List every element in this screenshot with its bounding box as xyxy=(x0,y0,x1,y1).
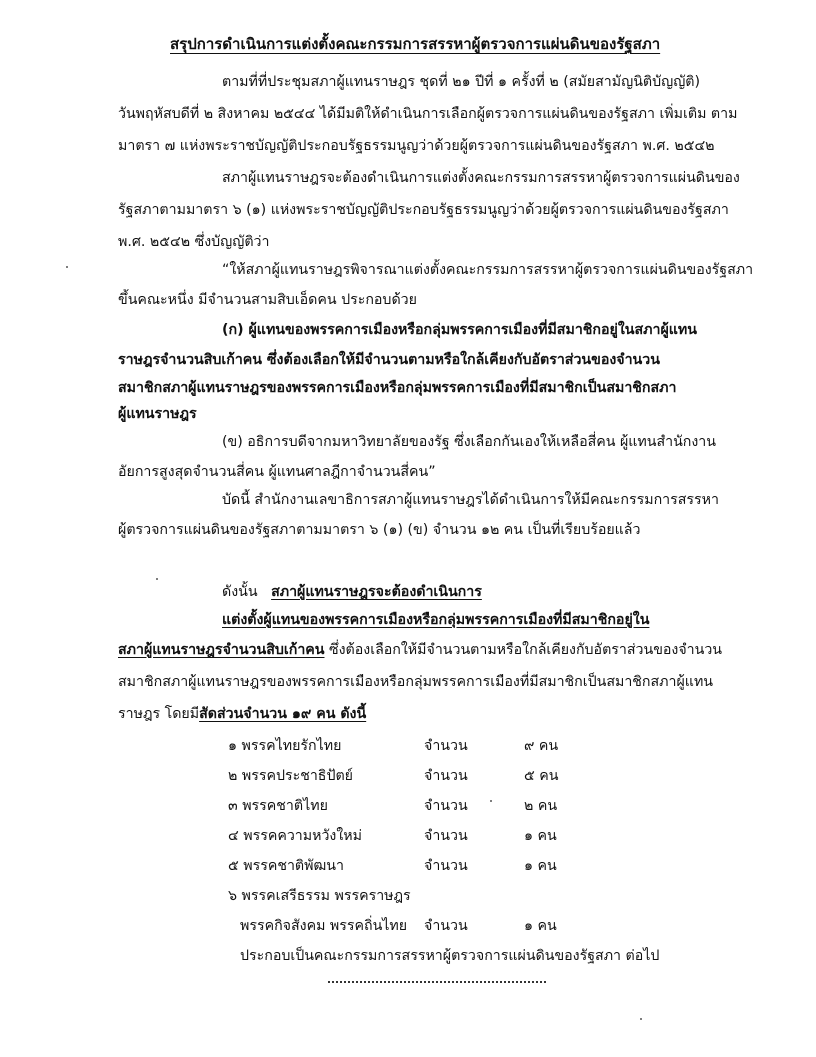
party-2-label: จำนวน xyxy=(424,768,468,784)
para3-line2: ผู้ตรวจการแผ่นดินของรัฐสภาตามมาตรา ๖ (๑) (ข) จำนวน ๑๒ คน เป็นที่เรียบร้อยแล้ว xyxy=(118,522,641,538)
item-k-line4: ผู้แทนราษฎร xyxy=(118,406,197,422)
party-1-label: จำนวน xyxy=(424,738,468,754)
para4-line1 xyxy=(222,582,482,602)
item-k-line1: (ก) ผู้แทนของพรรคการเมืองหรือกลุ่มพรรคการเมืองที่มีสมาชิกอยู่ในสภาผู้แทน xyxy=(222,322,697,338)
item-k-line3: สมาชิกสภาผู้แทนราษฎรของพรรคการเมืองหรือกลุ่มพรรคการเมืองที่มีสมาชิกเป็นสมาชิกสภา xyxy=(118,380,677,396)
closing-line: ประกอบเป็นคณะกรรมการสรรหาผู้ตรวจการแผ่นดินของรัฐสภา ต่อไป xyxy=(240,948,660,964)
para1-line2: วันพฤหัสบดีที่ ๒ สิงหาคม ๒๕๔๔ ได้มีมติให้ดำเนินการเลือกผู้ตรวจการแผ่นดินของรัฐสภา เพิ่มเติม ตาม xyxy=(118,106,738,122)
para2-line3: พ.ศ. ๒๕๔๒ ซึ่งบัญญัติว่า xyxy=(118,234,270,250)
para4-lead-underlined: สภาผู้แทนราษฎรจะต้องดำเนินการ xyxy=(271,584,482,600)
para4-line2: แต่งตั้งผู้แทนของพรรคการเมืองหรือกลุ่มพรรคการเมืองที่มีสมาชิกอยู่ใน xyxy=(222,612,650,628)
item-kh-line1: (ข) อธิการบดีจากมหาวิทยาลัยของรัฐ ซึ่งเลือกกันเองให้เหลือสี่คน ผู้แทนสำนักงาน xyxy=(222,434,716,450)
party-6-line2: พรรคกิจสังคม พรรคถิ่นไทย xyxy=(240,918,408,934)
scan-speck xyxy=(66,266,68,268)
party-5-count: ๑ คน xyxy=(524,858,557,874)
para3-line1: บัดนี้ สำนักงานเลขาธิการสภาผู้แทนราษฎรได้ดำเนินการให้มีคณะกรรมการสรรหา xyxy=(222,492,719,508)
party-5-label: จำนวน xyxy=(424,858,468,874)
item-k-line2: ราษฎรจำนวนสิบเก้าคน ซึ่งต้องเลือกให้มีจำนวนตามหรือใกล้เคียงกับอัตราส่วนของจำนวน xyxy=(118,352,660,368)
quote-line2: ขึ้นคณะหนึ่ง มีจำนวนสามสิบเอ็ดคน ประกอบด้วย xyxy=(118,292,417,308)
scan-speck xyxy=(640,1018,642,1020)
para2-line1: สภาผู้แทนราษฎรจะต้องดำเนินการแต่งตั้งคณะกรรมการสรรหาผู้ตรวจการแผ่นดินของ xyxy=(222,170,740,186)
para4-line5-b: สัดส่วนจำนวน ๑๙ คน ดังนี้ xyxy=(199,706,367,722)
para4-line4: สมาชิกสภาผู้แทนราษฎรของพรรคการเมืองหรือกลุ่มพรรคการเมืองที่มีสมาชิกเป็นสมาชิกสภาผู้แทน xyxy=(118,674,714,690)
party-6-count: ๑ คน xyxy=(524,918,557,934)
document-title: สรุปการดำเนินการแต่งตั้งคณะกรรมการสรรหาผู้ตรวจการแผ่นดินของรัฐสภา xyxy=(170,35,661,53)
party-1-count: ๙ คน xyxy=(524,738,559,754)
party-3-label: จำนวน xyxy=(424,798,468,814)
dotted-separator xyxy=(328,981,546,983)
scan-speck xyxy=(156,578,158,580)
party-3-name: ๓ พรรคชาติไทย xyxy=(228,798,328,814)
para1-line3: มาตรา ๗ แห่งพระราชบัญญัติประกอบรัฐธรรมนูญว่าด้วยผู้ตรวจการแผ่นดินของรัฐสภา พ.ศ. ๒๕๔๒ xyxy=(118,138,715,154)
item-kh-line2: อัยการสูงสุดจำนวนสี่คน ผู้แทนศาลฎีกาจำนวนสี่คน” xyxy=(118,464,436,480)
para4-lead: ดังนั้น xyxy=(222,584,258,600)
para4-line3-rest: ซึ่งต้องเลือกให้มีจำนวนตามหรือใกล้เคียงกับอัตราส่วนของจำนวน xyxy=(329,642,722,658)
party-2-count: ๕ คน xyxy=(524,768,559,784)
party-1-name: ๑ พรรคไทยรักไทย xyxy=(228,738,342,754)
para4-line3-underlined: สภาผู้แทนราษฎรจำนวนสิบเก้าคน xyxy=(118,642,325,658)
party-6-line1: ๖ พรรคเสรีธรรม พรรคราษฎร xyxy=(228,888,411,904)
para4-line5-a: ราษฎร โดยมี xyxy=(118,706,200,722)
para2-line2: รัฐสภาตามมาตรา ๖ (๑) แห่งพระราชบัญญัติประกอบรัฐธรรมนูญว่าด้วยผู้ตรวจการแผ่นดินของรัฐสภา xyxy=(118,202,729,218)
party-4-label: จำนวน xyxy=(424,828,468,844)
party-6-label: จำนวน xyxy=(424,918,468,934)
party-4-name: ๔ พรรคความหวังใหม่ xyxy=(228,828,362,844)
party-4-count: ๑ คน xyxy=(524,828,557,844)
scan-speck xyxy=(490,800,492,802)
para1-line1: ตามที่ที่ประชุมสภาผู้แทนราษฎร ชุดที่ ๒๑ ปีที่ ๑ ครั้งที่ ๒ (สมัยสามัญนิติบัญญัติ) xyxy=(222,74,701,90)
quote-line1: “ให้สภาผู้แทนราษฎรพิจารณาแต่งตั้งคณะกรรมการสรรหาผู้ตรวจการแผ่นดินของรัฐสภา xyxy=(222,262,754,278)
party-3-count: ๒ คน xyxy=(524,798,558,814)
para4-line3 xyxy=(118,640,722,660)
party-5-name: ๕ พรรคชาติพัฒนา xyxy=(228,858,344,874)
para4-line5 xyxy=(118,704,366,724)
party-2-name: ๒ พรรคประชาธิปัตย์ xyxy=(228,768,353,784)
